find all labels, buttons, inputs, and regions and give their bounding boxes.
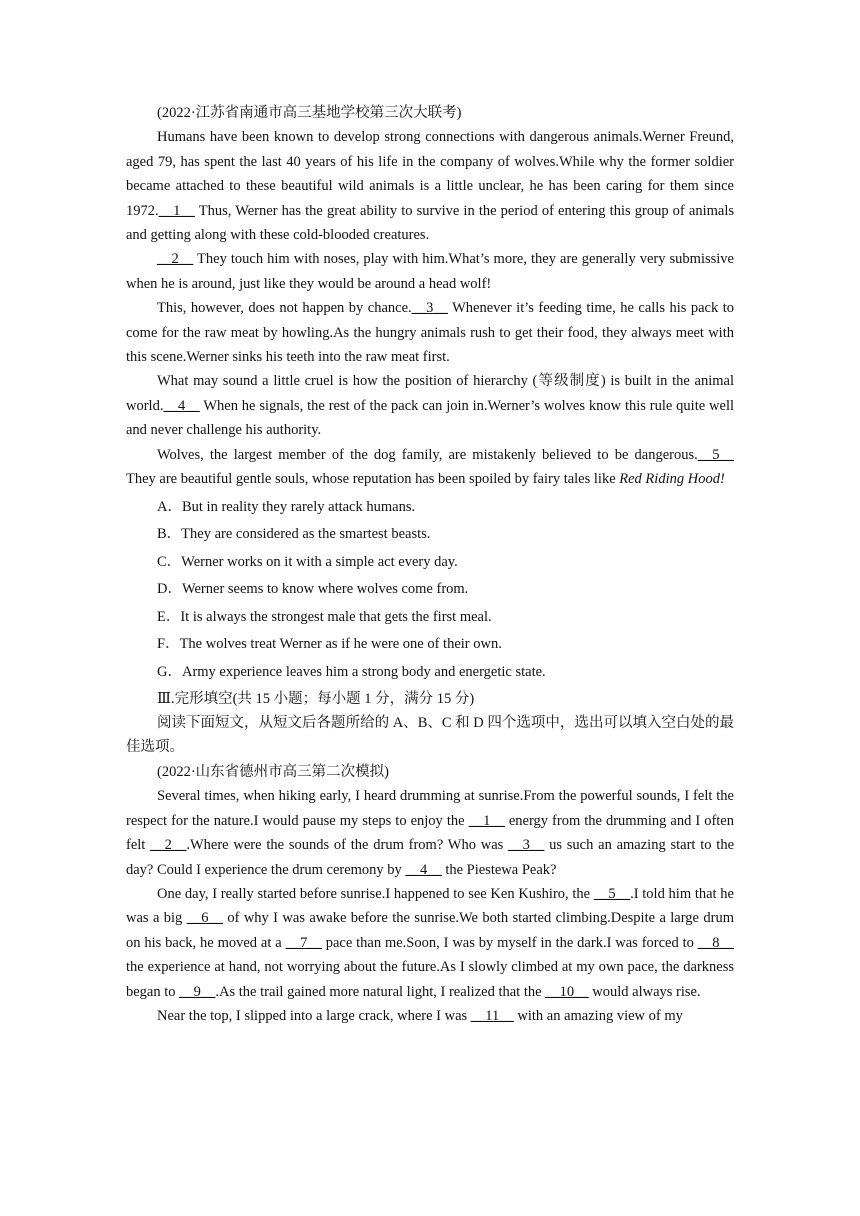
cloze-blank-10[interactable]: __10__ bbox=[545, 983, 589, 1000]
cloze-blank-3[interactable]: __3__ bbox=[508, 837, 545, 854]
blank-4[interactable]: __4__ bbox=[163, 397, 200, 414]
cloze-blank-4[interactable]: __4__ bbox=[405, 861, 442, 878]
blank-2[interactable]: __2__ bbox=[157, 251, 194, 268]
cloze-blank-5[interactable]: __5__ bbox=[593, 885, 631, 902]
cloze-paragraph-2: One day, I really started before sunrise.I happened to see Ken Kushiro, the __5__.I told him that he was a big __6__ of why I was awake before the sunrise.We both started climbing.Despite a large drum on his back, he moved at a __7__ pace than me.Soon, I was by myself in the dark.I was forced to __8__ the experience at hand, not worrying about the future.As I slowly climbed at my own pace, the darkness began to __9__.As the trail gained more natural light, I realized that the __10__ would always rise. bbox=[126, 885, 734, 1000]
option-a[interactable]: A．But in reality they rarely attack humans. bbox=[157, 498, 416, 515]
blank-5[interactable]: __5__ bbox=[697, 446, 734, 463]
paragraph-1: Humans have been known to develop strong connections with dangerous animals.Werner Freund, aged 79, has spent the last 40 years of his life in the company of wolves.While why the former soldier became attached to these beautiful wild animals is a little unclear, he has been caring for them since 1972.__1__ Thus, Werner has the great ability to survive in the period of entering this group of animals and getting along with these cold-blooded creatures. bbox=[126, 129, 734, 244]
cloze-blank-9[interactable]: __9__ bbox=[179, 983, 216, 1000]
cloze-source: (2022·山东省德州市高三第二次模拟) bbox=[157, 763, 389, 780]
cloze-blank-11[interactable]: __11__ bbox=[470, 1007, 514, 1024]
cloze-blank-1[interactable]: __1__ bbox=[468, 812, 505, 829]
cloze-blank-7[interactable]: __7__ bbox=[285, 934, 322, 951]
section-instruction: 阅读下面短文，从短文后各题所给的 A、B、C 和 D 四个选项中，选出可以填入空白处的最佳选项。 bbox=[126, 715, 734, 756]
paragraph-5: Wolves, the largest member of the dog family, are mistakenly believed to be dangerous.__5__ They are beautiful gentle souls, whose reputation has been spoiled by fairy tales like Red Riding Hood! bbox=[126, 446, 734, 488]
paragraph-2: __2__ They touch him with noses, play with him.What’s more, they are generally very submissive when he is around, just like they would be around a head wolf! bbox=[126, 251, 734, 292]
option-c[interactable]: C．Werner works on it with a simple act every day. bbox=[157, 553, 458, 570]
section-title: Ⅲ.完形填空(共 15 小题；每小题 1 分，满分 15 分) bbox=[157, 690, 475, 707]
option-b[interactable]: B．They are considered as the smartest beasts. bbox=[157, 526, 431, 543]
document-page bbox=[126, 101, 734, 1028]
blank-3[interactable]: __3__ bbox=[411, 300, 448, 317]
passage-source: (2022·江苏省南通市高三基地学校第三次大联考) bbox=[157, 105, 462, 121]
option-d[interactable]: D．Werner seems to know where wolves come from. bbox=[157, 581, 469, 598]
option-g[interactable]: G．Army experience leaves him a strong body and energetic state. bbox=[157, 664, 546, 681]
book-title: Red Riding Hood! bbox=[619, 471, 725, 488]
paragraph-4: What may sound a little cruel is how the position of hierarchy (等级制度) is built in the animal world.__4__ When he signals, the rest of the pack can join in.Werner’s wolves know this rule quite well and never challenge his authority. bbox=[126, 373, 734, 439]
cloze-paragraph-3: Near the top, I slipped into a large crack, where I was __11__ with an amazing view of my bbox=[157, 1007, 683, 1024]
blank-1[interactable]: __1__ bbox=[158, 202, 195, 219]
paragraph-3: This, however, does not happen by chance.__3__ Whenever it’s feeding time, he calls his pack to come for the raw meat by howling.As the hungry animals rush to get their food, they always meet with this scene.Werner sinks his teeth into the raw meat first. bbox=[126, 300, 735, 366]
cloze-paragraph-1: Several times, when hiking early, I heard drumming at sunrise.From the powerful sounds, I felt the respect for the nature.I would pause my steps to enjoy the __1__ energy from the drumming and I often felt __2__.Where were the sounds of the drum from? Who was __3__ us such an amazing start to the day? Could I experience the drum ceremony by __4__ the Piestewa Peak? bbox=[126, 788, 735, 878]
cloze-blank-6[interactable]: __6__ bbox=[186, 910, 223, 927]
cloze-blank-8[interactable]: __8__ bbox=[697, 934, 734, 951]
option-f[interactable]: F．The wolves treat Werner as if he were one of their own. bbox=[157, 636, 502, 653]
cloze-blank-2[interactable]: __2__ bbox=[150, 837, 187, 854]
option-e[interactable]: E．It is always the strongest male that gets the first meal. bbox=[157, 608, 492, 625]
